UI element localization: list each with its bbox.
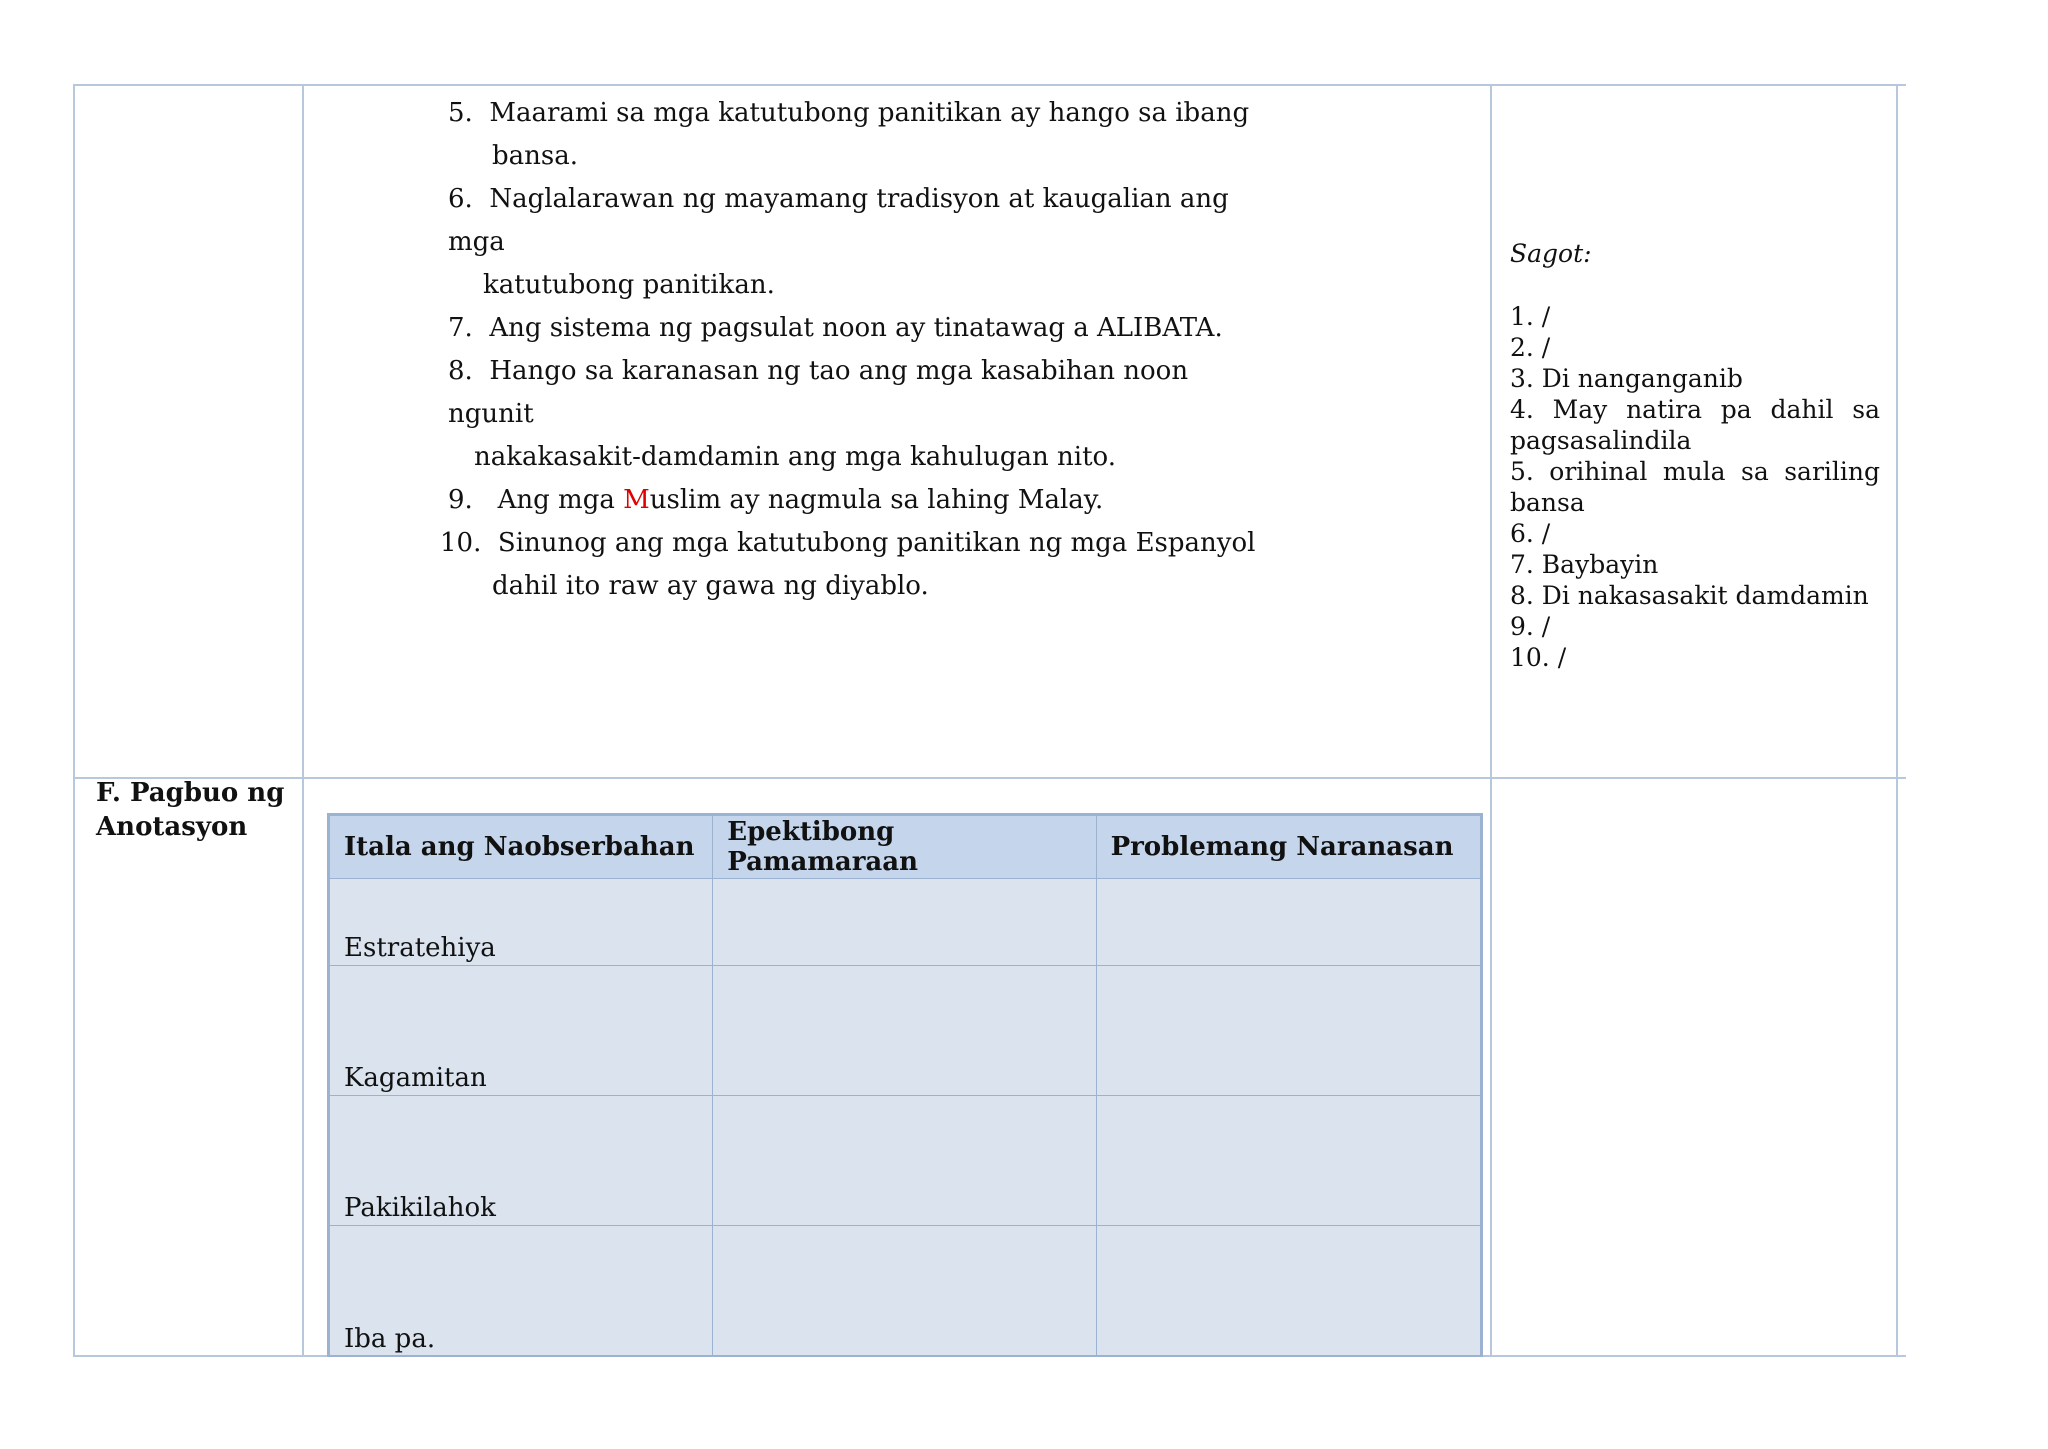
list-item (440, 350, 1280, 436)
table-cell[interactable] (713, 966, 1096, 1096)
item-text: Naglalarawan ng mayamang tradisyon at kaugalian ang mga (448, 184, 1229, 257)
item-text: Maarami sa mga katutubong panitikan ay hango sa ibang (489, 98, 1250, 128)
item-text-red-letter: M (623, 485, 650, 515)
list-item (440, 178, 1280, 264)
answer-line: 4. May natira pa dahil sa pagsasalindila (1510, 395, 1880, 455)
answer-key-title (1510, 238, 1880, 269)
table-cell[interactable] (1096, 879, 1480, 966)
item-number: 9. (448, 485, 473, 515)
list-item-continuation (440, 264, 1280, 307)
item-number: 6. (448, 184, 473, 214)
table-row-label: Kagamitan (330, 966, 713, 1096)
item-text: katutubong panitikan. (483, 270, 775, 300)
frame-col1-border (302, 84, 304, 1357)
item-text: nakakasakit-damdamin ang mga kahulugan nito. (474, 442, 1116, 472)
list-item (440, 522, 1280, 565)
item-text-post: uslim ay nagmula sa lahing Malay. (649, 485, 1104, 515)
item-text: bansa. (492, 141, 578, 171)
item-number: 7. (448, 313, 473, 343)
list-item-continuation (440, 436, 1280, 479)
table-cell[interactable] (1096, 966, 1480, 1096)
answer-line: 10. / (1510, 643, 1567, 672)
frame-middle-border (73, 777, 1906, 779)
list-item (440, 92, 1280, 135)
answer-line: 3. Di nanganganib (1510, 364, 1743, 393)
table-row (330, 879, 1481, 966)
item-text: dahil ito raw ay gawa ng diyablo. (492, 571, 929, 601)
section-label-line1: F. Pagbuo ng (96, 778, 285, 808)
table-row (330, 1096, 1481, 1226)
frame-col2-border (1490, 84, 1492, 1357)
item-number: 8. (448, 356, 473, 386)
table-row (330, 966, 1481, 1096)
table-header-cell: Itala ang Naobserbahan (330, 816, 713, 879)
table-row-label: Iba pa. (330, 1226, 713, 1357)
table-header-row (330, 816, 1481, 879)
frame-right-border (1896, 84, 1898, 1357)
answer-key-title-text: Sagot (1510, 239, 1584, 268)
table-cell[interactable] (713, 1096, 1096, 1226)
table-header-cell: Epektibong Pamamaraan (713, 816, 1096, 879)
item-text-pre: Ang mga (497, 485, 624, 515)
answer-line: 8. Di nakasasakit damdamin (1510, 581, 1869, 610)
list-item-continuation (440, 565, 1280, 608)
list-item-continuation (440, 135, 1280, 178)
answer-line: 2. / (1510, 333, 1551, 362)
table-row-label: Pakikilahok (330, 1096, 713, 1226)
frame-top-border (73, 84, 1906, 86)
answer-line: 1. / (1510, 302, 1551, 331)
table-cell[interactable] (713, 1226, 1096, 1357)
table-row-label: Estratehiya (330, 879, 713, 966)
table-cell[interactable] (1096, 1096, 1480, 1226)
answer-key-colon: : (1583, 239, 1592, 268)
list-item (440, 479, 1280, 522)
frame-left-border (73, 84, 75, 1357)
section-label-line2: Anotasyon (96, 812, 248, 842)
item-number: 10. (440, 528, 482, 558)
answer-line: 6. / (1510, 519, 1551, 548)
table-row (330, 1226, 1481, 1357)
answer-key (1510, 238, 1880, 673)
answer-line: 7. Baybayin (1510, 550, 1659, 579)
item-number: 5. (448, 98, 473, 128)
section-label (96, 776, 284, 844)
statement-list (440, 92, 1280, 608)
table-header-cell: Problemang Naranasan (1096, 816, 1480, 879)
answer-line: 5. orihinal mula sa sariling bansa (1510, 457, 1880, 517)
answer-line: 9. / (1510, 612, 1551, 641)
item-text: Ang sistema ng pagsulat noon ay tinatawag a ALIBATA. (489, 313, 1223, 343)
table-cell[interactable] (713, 879, 1096, 966)
table-cell[interactable] (1096, 1226, 1480, 1357)
item-text: Hango sa karanasan ng tao ang mga kasabihan noon ngunit (448, 356, 1189, 429)
list-item (440, 307, 1280, 350)
observation-table (327, 813, 1483, 1357)
item-text: Sinunog ang mga katutubong panitikan ng mga Espanyol (497, 528, 1256, 558)
